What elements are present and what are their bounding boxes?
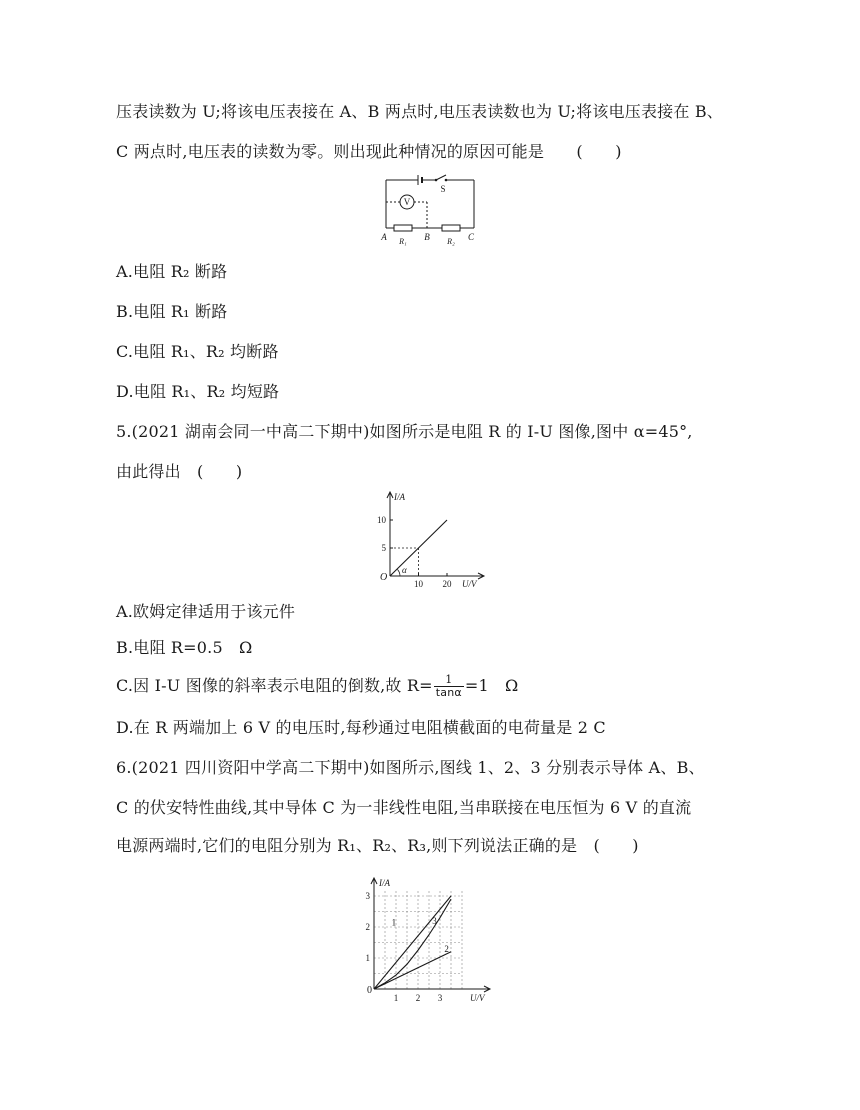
question-4-option-a: A.电阻 R₂ 断路 <box>116 262 228 281</box>
question-4-option-b: B.电阻 R₁ 断路 <box>116 302 228 321</box>
voltmeter-label: V <box>403 197 411 207</box>
resistor-r1 <box>394 225 412 231</box>
x-axis-label: U/V <box>462 579 477 588</box>
r2-label: R₂ <box>447 237 455 246</box>
origin-label: O <box>380 572 388 583</box>
y-tick-label: 2 <box>365 922 370 932</box>
series-label-1: 1 <box>391 917 397 928</box>
series-label-2: 2 <box>444 943 449 954</box>
circuit-diagram <box>380 172 480 250</box>
switch-blade <box>436 175 446 180</box>
question-5-option-b: B.电阻 R=0.5 Ω <box>116 638 253 657</box>
fraction-one-over-tan-alpha <box>434 674 464 699</box>
x-tick-label: 1 <box>393 993 399 1003</box>
origin-label: 0 <box>367 985 372 996</box>
question-6-stem-line-1: 6.(2021 四川资阳中学高二下期中)如图所示,图线 1、2、3 分别表示导体 A、B、 <box>116 758 705 777</box>
question-6-stem-line-3: 电源两端时,它们的电阻分别为 R₁、R₂、R₃,则下列说法正确的是 ( ) <box>116 836 639 855</box>
node-c-label: C <box>467 232 475 242</box>
x-tick-label: 3 <box>437 993 443 1003</box>
y-axis-label: I/A <box>394 492 405 502</box>
question-5-option-d: D.在 R 两端加上 6 V 的电压时,每秒通过电阻横截面的电荷量是 2 C <box>116 718 606 737</box>
angle-label: α <box>402 565 407 575</box>
y-tick-label: 3 <box>365 891 370 901</box>
iu-graph-resistor <box>366 484 490 588</box>
node-a-label: A <box>381 232 387 242</box>
r1-label: R₁ <box>399 237 407 246</box>
fraction-numerator: 1 <box>434 674 464 687</box>
question-4-stem-line-2: C 两点时,电压表的读数为零。则出现此种情况的原因可能是 ( ) <box>116 142 622 161</box>
resistor-r2 <box>442 225 460 231</box>
question-4-stem-line-1: 压表读数为 U;将该电压表接在 A、B 两点时,电压表读数也为 U;将该电压表接在 B、 <box>116 102 723 121</box>
x-tick-label: 20 <box>442 579 452 588</box>
question-5-stem-line-1: 5.(2021 湖南会同一中高二下期中)如图所示是电阻 R 的 I-U 图像,图中 α=45°, <box>116 422 693 441</box>
series-label-3: 3 <box>432 915 437 926</box>
y-axis-label: I/A <box>379 878 390 888</box>
question-4-option-c: C.电阻 R₁、R₂ 均断路 <box>116 342 279 361</box>
x-tick-label: 10 <box>414 579 423 588</box>
x-tick-label: 2 <box>415 993 421 1003</box>
y-tick-label: 5 <box>381 543 386 553</box>
angle-arc <box>398 570 401 577</box>
y-tick-label: 1 <box>365 953 370 963</box>
question-5-option-c <box>116 674 519 699</box>
question-4-option-d: D.电阻 R₁、R₂ 均短路 <box>116 382 280 401</box>
question-5-option-a: A.欧姆定律适用于该元件 <box>116 602 296 621</box>
option-c-prefix: C.因 I-U 图像的斜率表示电阻的倒数,故 R= <box>116 676 433 695</box>
switch-label: S <box>440 184 446 194</box>
fraction-denominator: tanα <box>435 686 462 699</box>
x-axis-label: U/V <box>470 993 485 1003</box>
node-b-label: B <box>424 232 430 242</box>
volt-ampere-characteristic-graph <box>350 872 500 1008</box>
question-5-stem-line-2: 由此得出 ( ) <box>116 462 243 481</box>
option-c-suffix: =1 Ω <box>464 676 519 695</box>
y-tick-label: 10 <box>377 515 386 525</box>
question-6-stem-line-2: C 的伏安特性曲线,其中导体 C 为一非线性电阻,当串联接在电压恒为 6 V 的直流 <box>116 798 692 817</box>
